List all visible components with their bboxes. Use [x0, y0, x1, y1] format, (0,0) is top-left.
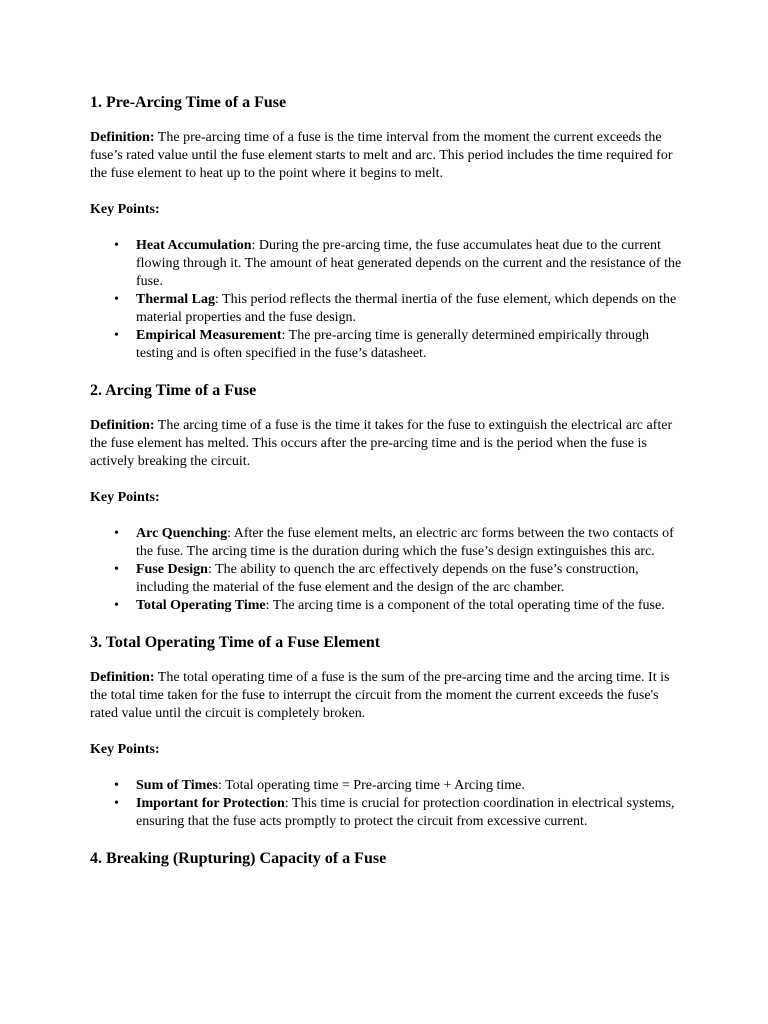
point-term: Important for Protection — [136, 796, 285, 811]
point-text: : The arcing time is a component of the total operating time of the fuse. — [265, 598, 665, 613]
point-text: : The ability to quench the arc effectively depends on the fuse’s construction, including the material of the fuse element and the design of the arc chamber. — [136, 562, 639, 595]
point-text: : This time is crucial for protection coordination in electrical systems, ensuring that the fuse acts promptly to protect the circuit from excessive current. — [136, 796, 675, 829]
list-item — [90, 597, 682, 615]
point-term: Sum of Times — [136, 778, 218, 793]
section-pre-arcing — [90, 93, 682, 363]
definition-text: The arcing time of a fuse is the time it takes for the fuse to extinguish the electrical arc after the fuse element has melted. This occurs after the pre-arcing time and is the period when the fuse is actively breaking the circuit. — [90, 418, 673, 469]
point-term: Thermal Lag — [136, 292, 215, 307]
key-points-list — [90, 525, 682, 615]
list-item — [90, 777, 682, 795]
key-points-label: Key Points: — [90, 490, 160, 505]
key-points-list — [90, 777, 682, 831]
point-term: Heat Accumulation — [136, 238, 252, 253]
list-item — [90, 561, 682, 597]
section-title: 4. Breaking (Rupturing) Capacity of a Fuse — [90, 850, 387, 867]
point-term: Fuse Design — [136, 562, 208, 577]
definition-label: Definition: — [90, 418, 155, 433]
point-text: : This period reflects the thermal inertia of the fuse element, which depends on the material properties and the fuse design. — [136, 292, 677, 325]
bullet-icon: • — [114, 292, 119, 307]
section-breaking-capacity — [90, 849, 682, 869]
key-points-label: Key Points: — [90, 742, 160, 757]
point-term: Arc Quenching — [136, 526, 228, 541]
bullet-icon: • — [114, 562, 119, 577]
point-text: : The pre-arcing time is generally determined empirically through testing and is often specified in the fuse’s datasheet. — [136, 328, 650, 361]
list-item — [90, 237, 682, 291]
list-item — [90, 795, 682, 831]
section-title: 3. Total Operating Time of a Fuse Element — [90, 634, 381, 651]
point-text: : After the fuse element melts, an electric arc forms between the two contacts of the fuse. The arcing time is the duration during which the fuse’s design extinguishes this arc. — [136, 526, 674, 559]
bullet-icon: • — [114, 598, 119, 613]
bullet-icon: • — [114, 328, 119, 343]
definition-label: Definition: — [90, 130, 155, 145]
key-points-list — [90, 237, 682, 363]
bullet-icon: • — [114, 796, 119, 811]
section-total-operating-time — [90, 633, 682, 831]
point-term: Total Operating Time — [136, 598, 266, 613]
bullet-icon: • — [114, 778, 119, 793]
list-item — [90, 291, 682, 327]
point-text: : During the pre-arcing time, the fuse accumulates heat due to the current flowing through it. The amount of heat generated depends on the current and the resistance of the fuse. — [136, 238, 682, 289]
bullet-icon: • — [114, 526, 119, 541]
definition-paragraph — [90, 669, 682, 723]
key-points-label: Key Points: — [90, 202, 160, 217]
definition-text: The total operating time of a fuse is the sum of the pre-arcing time and the arcing time. It is the total time taken for the fuse to interrupt the circuit from the moment the current exceeds the fuse's rated value until the circuit is completely broken. — [90, 670, 670, 721]
section-title: 1. Pre-Arcing Time of a Fuse — [90, 94, 287, 111]
list-item — [90, 525, 682, 561]
bullet-icon: • — [114, 238, 119, 253]
definition-paragraph — [90, 417, 682, 471]
definition-text: The pre-arcing time of a fuse is the time interval from the moment the current exceeds the fuse’s rated value until the fuse element starts to melt and arc. This period includes the time required for the fuse element to heat up to the point where it begins to melt. — [90, 130, 673, 181]
point-text: : Total operating time = Pre-arcing time + Arcing time. — [217, 778, 525, 793]
list-item — [90, 327, 682, 363]
section-title: 2. Arcing Time of a Fuse — [90, 382, 257, 399]
point-term: Empirical Measurement — [136, 328, 282, 343]
document-page — [90, 93, 682, 885]
section-arcing — [90, 381, 682, 615]
definition-label: Definition: — [90, 670, 155, 685]
definition-paragraph — [90, 129, 682, 183]
